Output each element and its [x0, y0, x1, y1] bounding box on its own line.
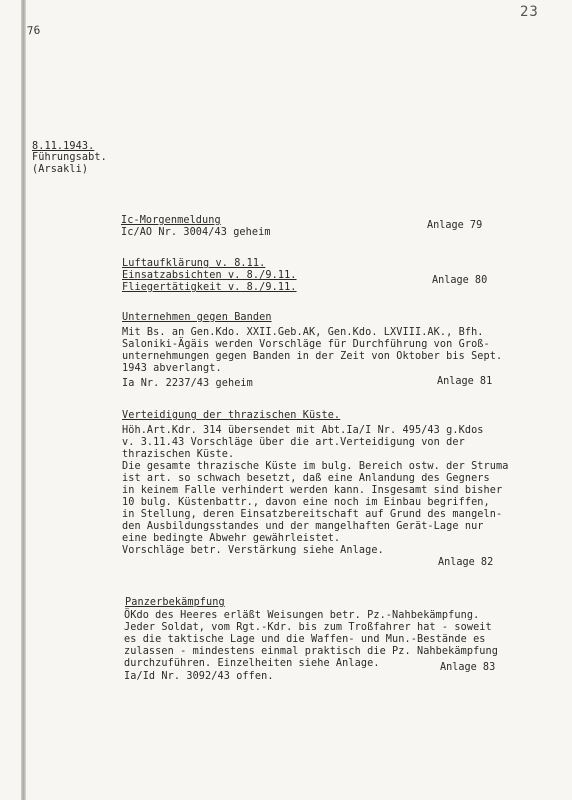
section-3-anlage: Anlage 81 [437, 376, 493, 387]
binding-edge [21, 0, 26, 800]
section-5-title: Panzerbekämpfung [125, 597, 225, 608]
header-location: (Arsakli) [32, 164, 89, 175]
header-date: 8.11.1943. [32, 141, 95, 152]
section-4-line: Die gesamte thrazische Küste im bulg. Bereich ostw. der Struma [122, 461, 509, 472]
section-4-line: ist art. so schwach besetzt, daß eine Anlandung des Gegners [122, 473, 490, 484]
section-4-line: v. 3.11.43 Vorschläge über die art.Verteidigung von der [122, 437, 465, 448]
section-2-title: Einsatzabsichten v. 8./9.11. [122, 270, 297, 281]
section-2-title: Fliegertätigkeit v. 8./9.11. [122, 282, 297, 293]
section-4-anlage: Anlage 82 [438, 557, 494, 568]
section-5-anlage: Anlage 83 [440, 662, 496, 673]
section-3-line: Saloniki-Ägäis werden Vorschläge für Durchführung von Groß- [122, 339, 490, 350]
section-3-line: unternehmungen gegen Banden in der Zeit von Oktober bis Sept. [122, 351, 503, 362]
section-4-line: thrazischen Küste. [122, 449, 235, 460]
section-4-line: den Ausbildungsstandes und der mangelhaften Gerät-Lage nur [122, 521, 484, 532]
section-1-anlage: Anlage 79 [427, 220, 483, 231]
section-3-reference: Ia Nr. 2237/43 geheim [122, 378, 253, 389]
section-5-reference: Ia/Id Nr. 3092/43 offen. [124, 671, 274, 682]
page-number: 23 [520, 4, 539, 20]
section-3-line: Mit Bs. an Gen.Kdo. XXII.Geb.AK, Gen.Kdo. LXVIII.AK., Bfh. [122, 327, 484, 338]
section-4-line: 10 bulg. Küstenbattr., davon eine noch im Einbau begriffen, [122, 497, 490, 508]
section-5-line: durchzuführen. Einzelheiten siehe Anlage. [124, 658, 380, 669]
section-4-line: in Stellung, deren Einsatzbereitschaft auf Grund des mangeln- [122, 509, 503, 520]
section-5-line: es die taktische Lage und die Waffen- und Mun.-Bestände es [124, 634, 486, 645]
folio-number: 76 [26, 23, 41, 38]
section-4-title: Verteidigung der thrazischen Küste. [122, 410, 341, 421]
section-4-line: Vorschläge betr. Verstärkung siehe Anlage. [122, 545, 384, 556]
section-4-line: Höh.Art.Kdr. 314 übersendet mit Abt.Ia/I Nr. 495/43 g.Kdos [122, 425, 484, 436]
section-4-line: in keinem Falle verhindert werden kann. Insgesamt sind bisher [122, 485, 503, 496]
section-5-line: Jeder Soldat, vom Rgt.-Kdr. bis zum Troßfahrer hat - soweit [124, 622, 492, 633]
section-2-anlage: Anlage 80 [432, 275, 488, 286]
section-4-line: eine bedingte Abwehr gewährleistet. [122, 533, 341, 544]
section-2-title: Luftaufklärung v. 8.11. [122, 258, 266, 269]
section-1-title: Ic-Morgenmeldung [121, 215, 221, 226]
section-5-line: zulassen - mindestens einmal praktisch die Pz. Nahbekämpfung [124, 646, 499, 657]
section-5-line: ÖKdo des Heeres erläßt Weisungen betr. Pz.-Nahbekämpfung. [124, 610, 480, 621]
section-3-line: 1943 abverlangt. [122, 363, 222, 374]
header-unit: Führungsabt. [32, 152, 107, 163]
section-3-title: Unternehmen gegen Banden [122, 312, 272, 323]
section-1-line: Ic/AO Nr. 3004/43 geheim [121, 227, 271, 238]
